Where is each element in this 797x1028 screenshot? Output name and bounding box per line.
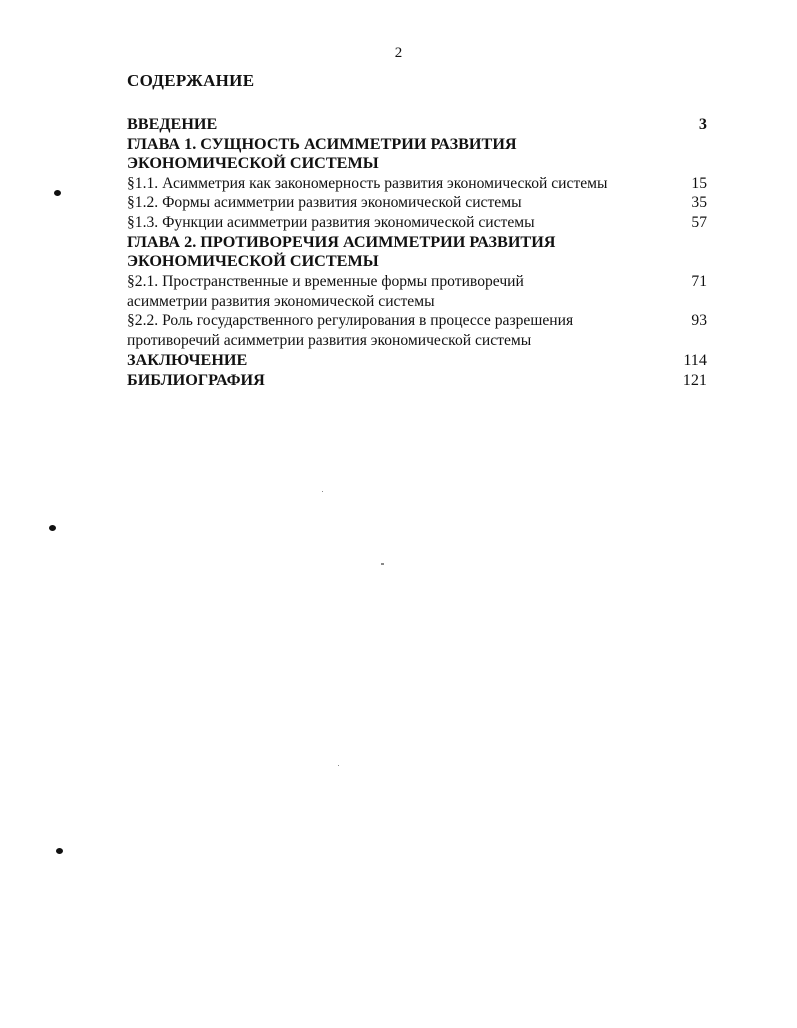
toc-entry-page: 93 — [691, 312, 707, 330]
scan-speck — [322, 491, 323, 492]
toc-entry-section-1-1[interactable] — [127, 174, 707, 194]
scan-speck — [338, 765, 339, 766]
toc-entry-page: 3 — [698, 115, 707, 133]
toc-entry-text: ГЛАВА 2. ПРОТИВОРЕЧИЯ АСИММЕТРИИ РАЗВИТИЯ ЭКОНОМИЧЕСКОЙ СИСТЕМЫ — [127, 232, 556, 271]
toc-entry-text: §1.1. Асимметрия как закономерность развития экономической системы — [127, 174, 608, 192]
toc-title: СОДЕРЖАНИЕ — [127, 71, 255, 90]
toc-entry-introduction[interactable] — [127, 115, 707, 135]
toc-entry-chapter-1[interactable] — [127, 135, 707, 174]
binder-hole-mark — [49, 525, 56, 531]
toc-entry-text: §1.2. Формы асимметрии развития экономической системы — [127, 194, 522, 212]
toc-entry-page: 15 — [691, 174, 707, 192]
toc-entry-section-1-3[interactable] — [127, 213, 707, 233]
toc-entry-text: ЗАКЛЮЧЕНИЕ — [127, 351, 248, 370]
toc-entry-section-1-2[interactable] — [127, 193, 707, 213]
table-of-contents — [127, 115, 707, 390]
toc-entry-text: ГЛАВА 1. СУЩНОСТЬ АСИММЕТРИИ РАЗВИТИЯ ЭКОНОМИЧЕСКОЙ СИСТЕМЫ — [127, 134, 517, 172]
toc-entry-section-2-2[interactable] — [127, 311, 707, 351]
toc-entry-page: 35 — [691, 194, 707, 212]
binder-hole-mark — [56, 848, 63, 854]
toc-entry-page: 57 — [691, 214, 707, 232]
toc-entry-text: §2.1. Пространственные и временные формы противоречий асимметрии развития экономической системы — [127, 272, 524, 310]
scan-speck — [381, 563, 384, 565]
toc-entry-section-2-1[interactable] — [127, 272, 707, 312]
toc-entry-text: БИБЛИОГРАФИЯ — [127, 370, 265, 389]
page-number: 2 — [394, 45, 403, 61]
binder-hole-mark — [54, 190, 61, 196]
toc-entry-page: 121 — [682, 370, 707, 389]
toc-entry-page: 114 — [683, 351, 707, 370]
toc-entry-chapter-2[interactable] — [127, 233, 707, 272]
toc-entry-text: §2.2. Роль государственного регулирования в процессе разрешения противоречий асимметрии развития экономической системы — [127, 312, 574, 350]
toc-entry-page: 71 — [691, 272, 707, 290]
toc-entry-text: §1.3. Функции асимметрии развития экономической системы — [127, 214, 535, 232]
toc-entry-conclusion[interactable] — [127, 351, 707, 371]
toc-entry-bibliography[interactable] — [127, 371, 707, 391]
toc-entry-text: ВВЕДЕНИЕ — [127, 115, 218, 133]
